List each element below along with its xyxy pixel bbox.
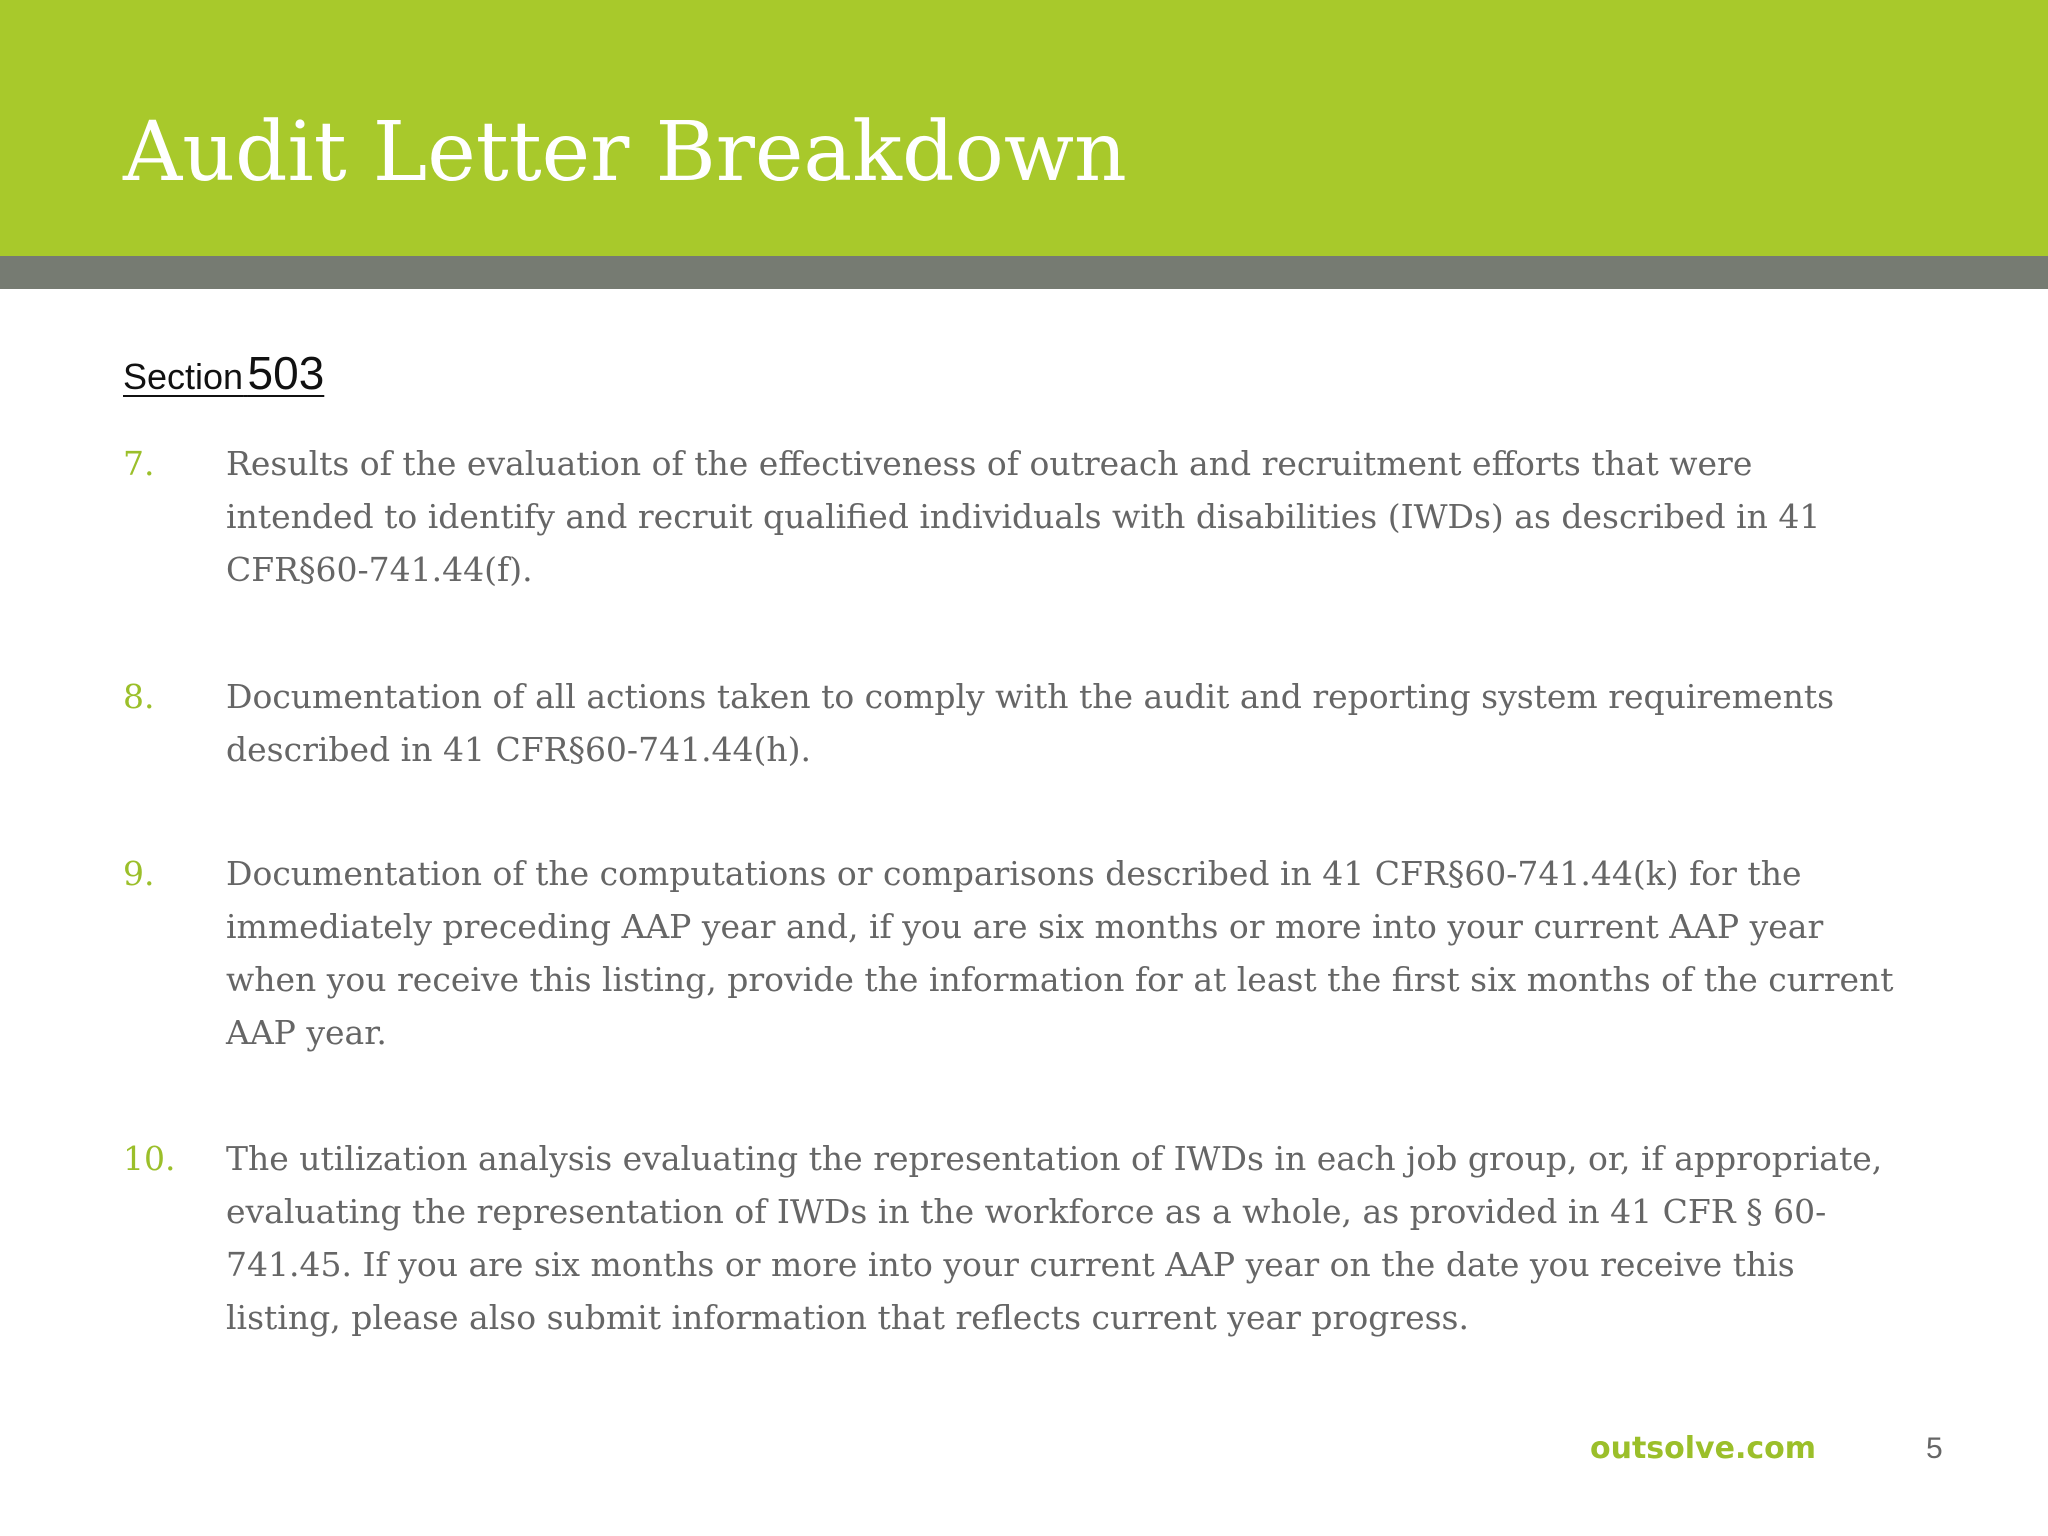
section-label: Section [123,356,244,397]
list-item-text: Documentation of all actions taken to comply with the audit and reporting system requirements described in 41 CFR§60-741.44(h). [226,677,1835,769]
list-item-number: 9. [123,854,155,893]
list-item-text: Documentation of the computations or comparisons described in 41 CFR§60-741.44(k) for the immediately preceding AAP year and, if you are six months or more into your current AAP year when you receive this listing, provide the information for at least the first six months of the current AAP year. [226,854,1894,1052]
footer-website: outsolve.com [1590,1431,1817,1466]
section-number: 503 [247,347,325,399]
list-item-number: 10. [123,1139,176,1178]
list-item-text: The utilization analysis evaluating the representation of IWDs in each job group, or, if appropriate, evaluating the representation of IWDs in the workforce as a whole, as provided in 41 CFR § 60-741.45. If you are six months or more into your current AAP year on the date you receive this listing, please also submit information that reflects current year progress. [226,1139,1883,1337]
list-item-number: 8. [123,677,155,716]
list-item-text: Results of the evaluation of the effectiveness of outreach and recruitment efforts that were intended to identify and recruit qualified individuals with disabilities (IWDs) as described in 41 CFR§60-741.44(f). [226,444,1821,589]
list-item-number: 7. [123,444,155,483]
page-number: 5 [1926,1432,1943,1465]
slide-title: Audit Letter Breakdown [123,105,1127,200]
